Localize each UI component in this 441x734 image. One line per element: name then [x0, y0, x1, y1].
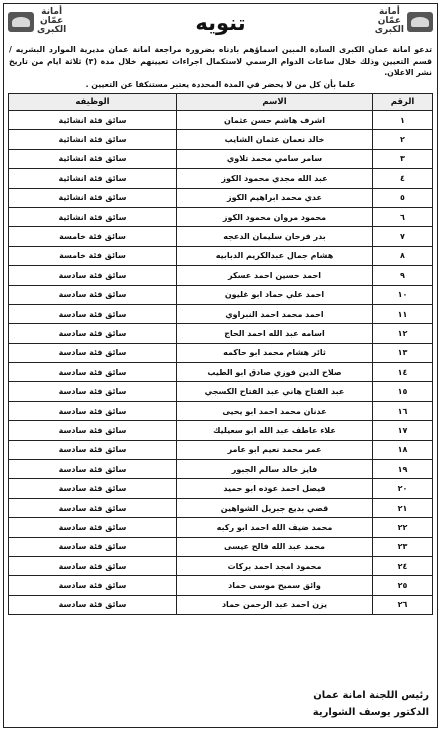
appointees-table: [8, 93, 433, 615]
table-row: [9, 304, 433, 323]
row-number: ٧: [373, 227, 433, 246]
row-number: ٣: [373, 149, 433, 168]
table-row: [9, 556, 433, 575]
row-number: ١٤: [373, 363, 433, 382]
row-number: ٢٥: [373, 576, 433, 595]
table-row: [9, 498, 433, 517]
row-name: محمد ضيف الله احمد ابو ركبه: [177, 518, 373, 537]
row-name: صلاح الدين فوزي صادق ابو الطيب: [177, 363, 373, 382]
row-number: ٢: [373, 130, 433, 149]
row-number: ١٨: [373, 440, 433, 459]
row-number: ٢٠: [373, 479, 433, 498]
table-row: [9, 149, 433, 168]
table-row: [9, 227, 433, 246]
row-job: سائق فئة سادسة: [9, 440, 177, 459]
row-number: ٢٢: [373, 518, 433, 537]
row-number: ٢١: [373, 498, 433, 517]
amman-logo-icon: [407, 12, 433, 32]
row-name: فايز خالد سالم الجبور: [177, 460, 373, 479]
table-row: [9, 130, 433, 149]
row-number: ١٩: [373, 460, 433, 479]
row-job: سائق فئة خامسة: [9, 246, 177, 265]
row-job: سائق فئة انشائية: [9, 169, 177, 188]
row-job: سائق فئة سادسة: [9, 401, 177, 420]
row-name: خالد نعمان عثمان الشايب: [177, 130, 373, 149]
table-row: [9, 188, 433, 207]
row-name: علاء عاطف عبد الله ابو سعيليك: [177, 421, 373, 440]
signature-title: رئيس اللجنة امانة عمان: [313, 690, 429, 701]
logo-text: [375, 8, 404, 35]
table-header-row: [9, 94, 433, 111]
announcement-page: [3, 3, 438, 728]
row-job: سائق فئة سادسة: [9, 363, 177, 382]
row-name: اسامه عبد الله احمد الحاج: [177, 324, 373, 343]
table-row: [9, 207, 433, 226]
table-body: [9, 111, 433, 615]
row-number: ١٠: [373, 285, 433, 304]
table-row: [9, 595, 433, 614]
intro-paragraph: [4, 44, 437, 90]
row-name: ثائر هشام محمد ابو حاكمه: [177, 343, 373, 362]
row-number: ١٣: [373, 343, 433, 362]
row-number: ٢٦: [373, 595, 433, 614]
row-job: سائق فئة انشائية: [9, 207, 177, 226]
logo-line: الكبرى: [374, 25, 404, 35]
row-name: احمد حسين احمد عسكر: [177, 266, 373, 285]
table-row: [9, 401, 433, 420]
row-name: بدر فرحان سليمان الدعجه: [177, 227, 373, 246]
row-number: ١٥: [373, 382, 433, 401]
logo-left: [8, 8, 66, 35]
row-name: عبد الفتاح هاني عبد الفتاح الكسجي: [177, 382, 373, 401]
table-row: [9, 266, 433, 285]
row-number: ٦: [373, 207, 433, 226]
logo-line: أمانة: [41, 7, 63, 17]
row-name: قصي بديع جبريل الشواهين: [177, 498, 373, 517]
row-name: سامر سامي محمد تلاوي: [177, 149, 373, 168]
header-name: الاسم: [177, 94, 373, 111]
row-name: عدي محمد ابراهيم الكوز: [177, 188, 373, 207]
table-row: [9, 382, 433, 401]
row-job: سائق فئة سادسة: [9, 460, 177, 479]
row-number: ١٧: [373, 421, 433, 440]
row-job: سائق فئة انشائية: [9, 111, 177, 130]
header-job: الوظيفه: [9, 94, 177, 111]
row-name: عمر محمد نعيم ابو عامر: [177, 440, 373, 459]
row-name: احمد محمد احمد النبراوي: [177, 304, 373, 323]
logo-line: عمّان: [39, 16, 64, 26]
header: [4, 4, 437, 42]
row-job: سائق فئة سادسة: [9, 556, 177, 575]
row-number: ٩: [373, 266, 433, 285]
row-job: سائق فئة سادسة: [9, 595, 177, 614]
row-number: ١: [373, 111, 433, 130]
row-name: اشرف هاشم حسن عثمان: [177, 111, 373, 130]
row-job: سائق فئة سادسة: [9, 421, 177, 440]
row-name: محمد عبد الله فالح عيسى: [177, 537, 373, 556]
row-name: عبد الله مجدي محمود الكوز: [177, 169, 373, 188]
row-name: احمد علي حماد ابو غليون: [177, 285, 373, 304]
row-number: ٨: [373, 246, 433, 265]
amman-logo-icon: [8, 12, 34, 32]
row-job: سائق فئة سادسة: [9, 479, 177, 498]
row-job: سائق فئة سادسة: [9, 498, 177, 517]
row-name: وائق سميح موسى حماد: [177, 576, 373, 595]
row-job: سائق فئة سادسة: [9, 382, 177, 401]
row-job: سائق فئة انشائية: [9, 130, 177, 149]
row-number: ٢٣: [373, 537, 433, 556]
signature-name: الدكتور يوسف الشوارية: [312, 707, 429, 718]
row-job: سائق فئة سادسة: [9, 576, 177, 595]
intro-line: علما بأن كل من لا يحضر في المدة المحددة يعتبر مستنكفا عن التعيين .: [85, 79, 356, 89]
table-row: [9, 460, 433, 479]
table-row: [9, 576, 433, 595]
row-job: سائق فئة انشائية: [9, 188, 177, 207]
row-name: عدنان محمد احمد ابو يحيى: [177, 401, 373, 420]
row-job: سائق فئة سادسة: [9, 518, 177, 537]
signature-block: [313, 687, 429, 721]
header-number: الرقم: [373, 94, 433, 111]
row-number: ٥: [373, 188, 433, 207]
row-job: سائق فئة خامسة: [9, 227, 177, 246]
logo-line: عمّان: [377, 16, 401, 26]
row-job: سائق فئة سادسة: [9, 266, 177, 285]
logo-right: [375, 8, 433, 35]
row-number: ٢٤: [373, 556, 433, 575]
row-job: سائق فئة سادسة: [9, 537, 177, 556]
intro-line: تدعو امانة عمان الكبرى السادة المبين اسماؤهم بادناه بضرورة مراجعة امانة عمان مديرية الموارد البشريه / قسم التعيين: [9, 45, 432, 66]
row-job: سائق فئة سادسة: [9, 285, 177, 304]
row-job: سائق فئة انشائية: [9, 149, 177, 168]
row-name: فيصل احمد عوده ابو حميد: [177, 479, 373, 498]
table-row: [9, 246, 433, 265]
page-title: تنويه: [195, 11, 246, 35]
row-name: محمود امجد احمد بركات: [177, 556, 373, 575]
logo-line: أمانة: [378, 7, 400, 17]
table-row: [9, 363, 433, 382]
row-number: ١١: [373, 304, 433, 323]
row-number: ٤: [373, 169, 433, 188]
logo-text: [37, 8, 66, 35]
row-job: سائق فئة سادسة: [9, 343, 177, 362]
table-row: [9, 421, 433, 440]
intro-line: وذلك خلال ساعات الدوام الرسمي لاستكمال اجراءات تعيينهم خلال مدة (٣) ثلاثة ايام من تاريخ نشر الاعلان.: [9, 56, 432, 77]
row-number: ١٦: [373, 401, 433, 420]
table-row: [9, 285, 433, 304]
table-row: [9, 518, 433, 537]
table-row: [9, 440, 433, 459]
table-row: [9, 111, 433, 130]
table-row: [9, 169, 433, 188]
row-name: محمود مروان محمود الكوز: [177, 207, 373, 226]
row-number: ١٢: [373, 324, 433, 343]
row-job: سائق فئة سادسة: [9, 324, 177, 343]
table-row: [9, 537, 433, 556]
table-row: [9, 479, 433, 498]
row-name: هشام جمال عبدالكريم الدبابيه: [177, 246, 373, 265]
table-row: [9, 324, 433, 343]
logo-line: الكبرى: [37, 25, 67, 35]
row-name: يزن احمد عبد الرحمن حماد: [177, 595, 373, 614]
table-row: [9, 343, 433, 362]
row-job: سائق فئة سادسة: [9, 304, 177, 323]
